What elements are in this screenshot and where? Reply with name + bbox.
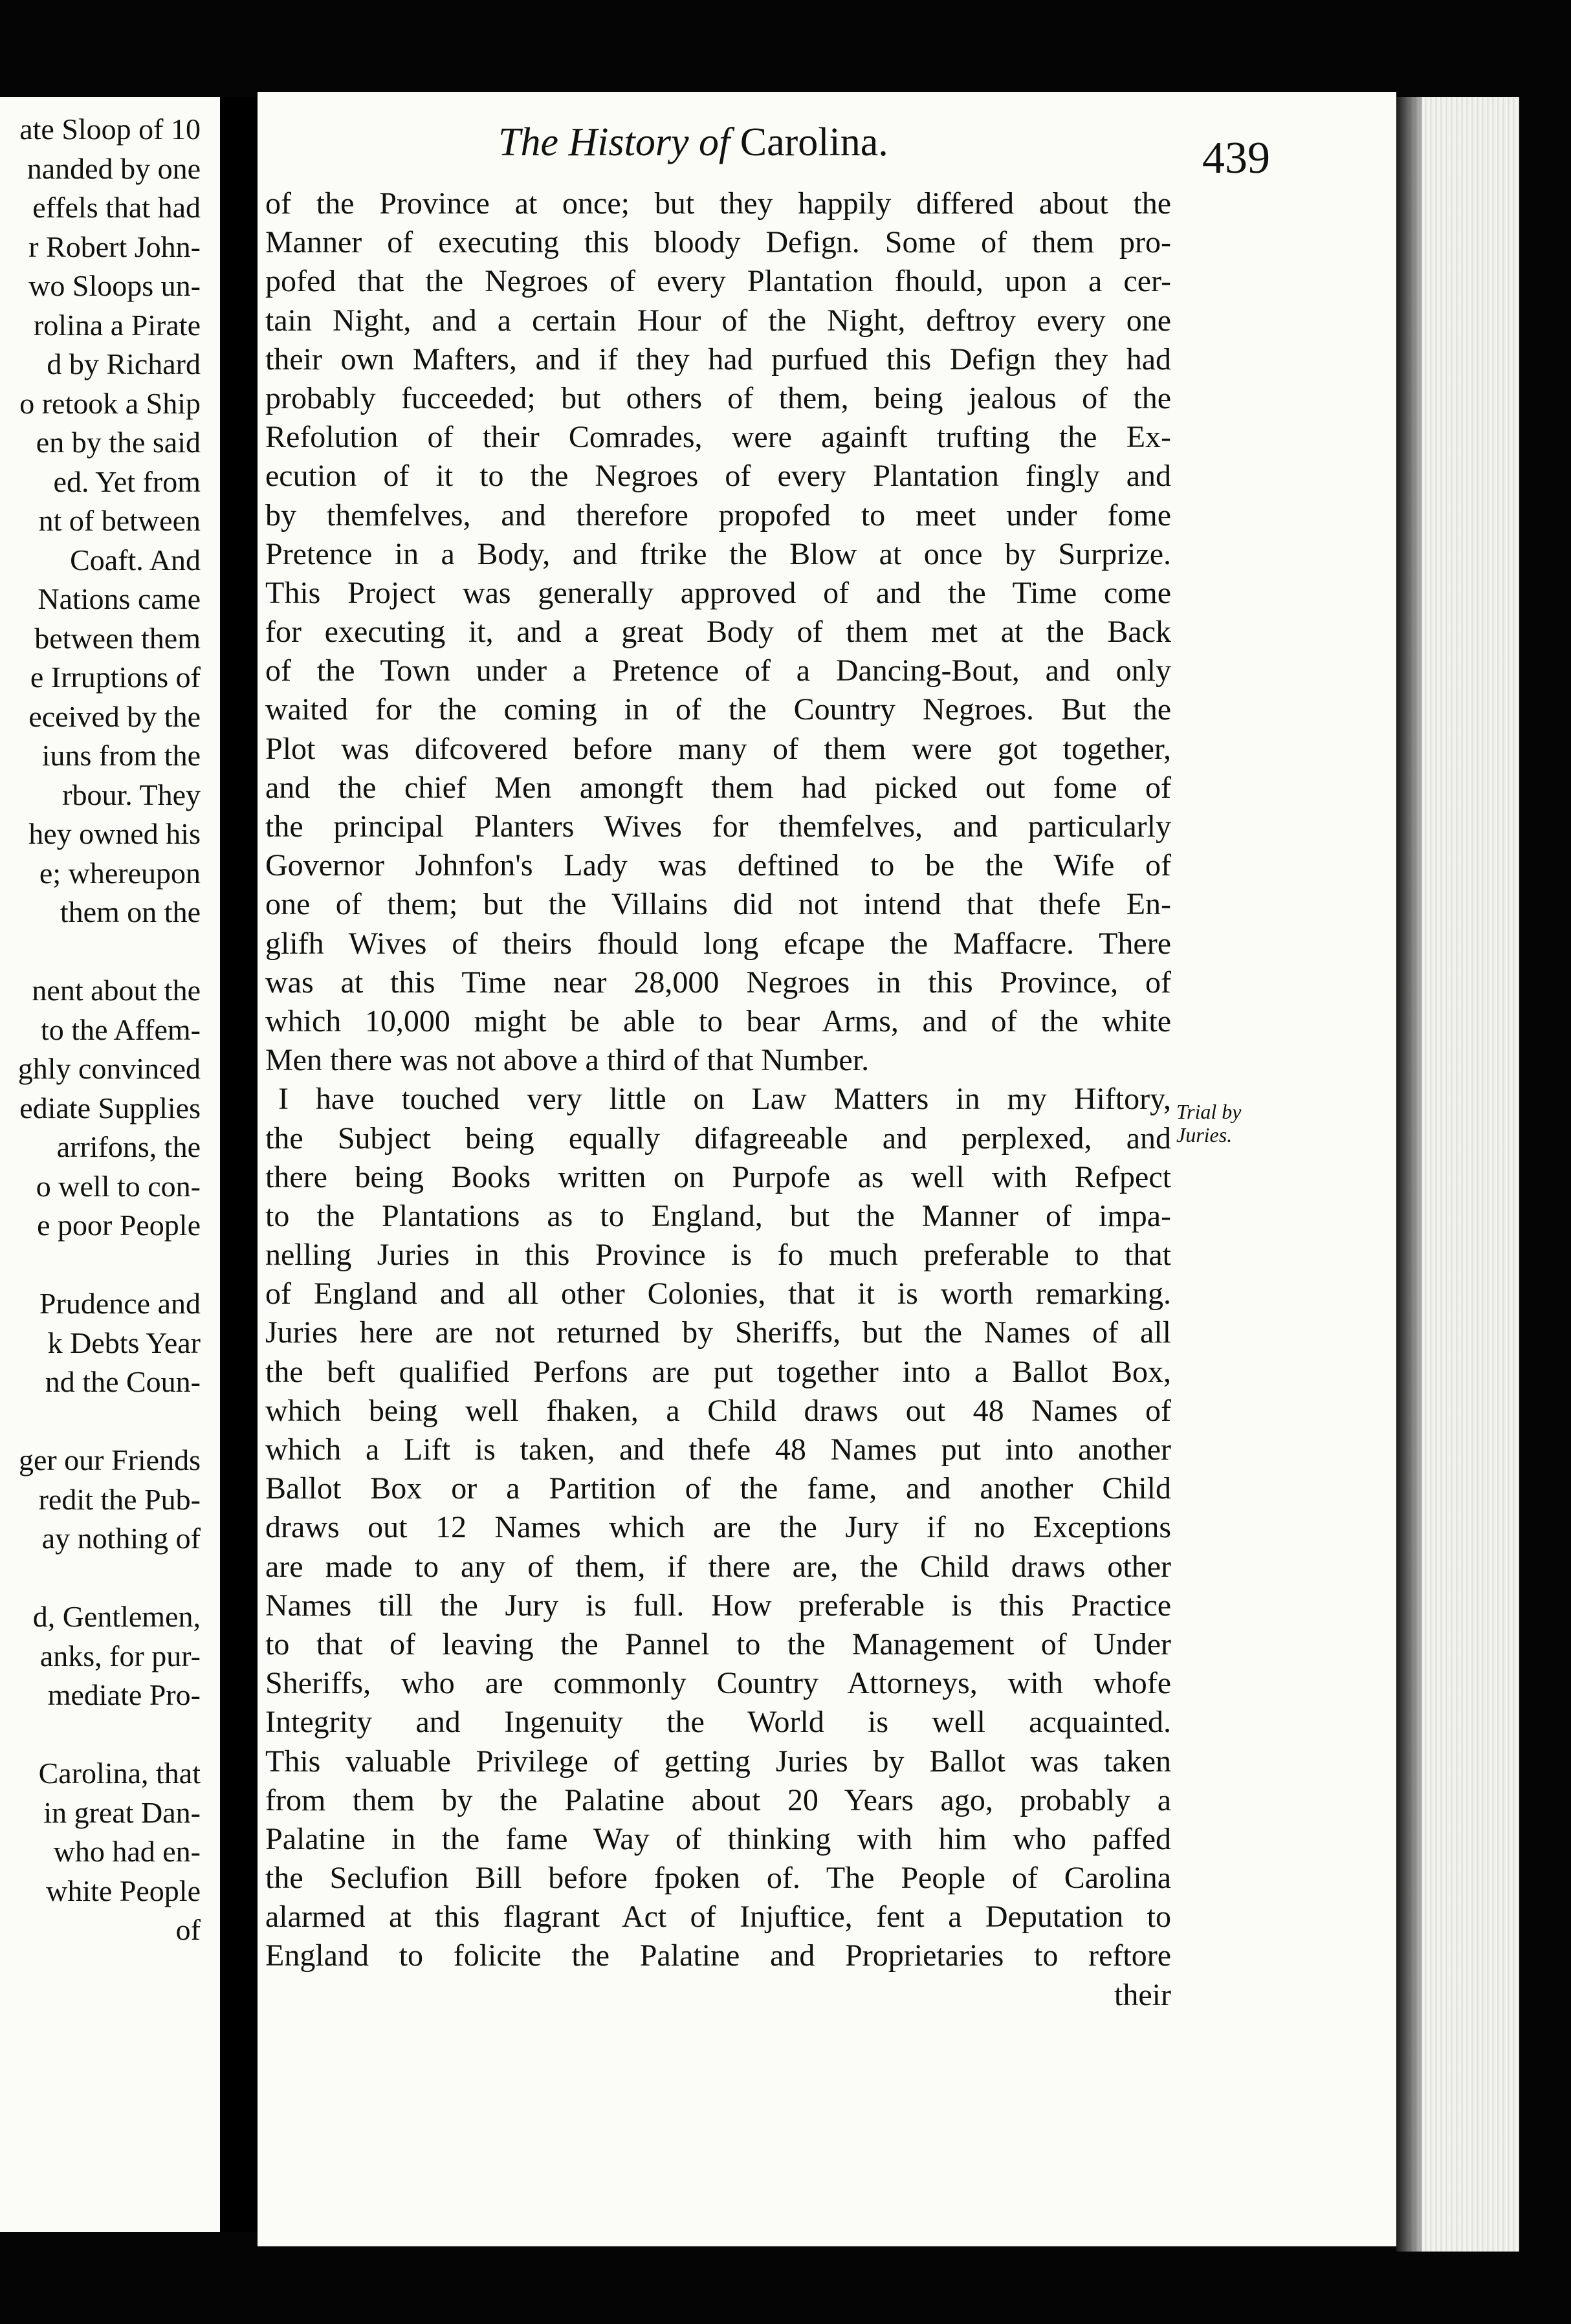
facing-page-line: mediate Pro- [47,1678,201,1711]
facing-page-line: en by the said [36,426,201,459]
text-line: which being well fhaken, a Child draws out 48 Names of [265,1393,1171,1428]
facing-page-line: o retook a Ship [19,386,201,420]
facing-page-line: ger our Friends [18,1443,201,1476]
text-line: which a Lift is taken, and thefe 48 Names put into another [265,1432,1171,1467]
facing-page-line: eceived by the [28,699,201,733]
text-line: alarmed at this flagrant Act of Injuftice, fent a Deputation to [265,1900,1171,1935]
text-line: Ballot Box or a Partition of the fame, and another Child [265,1471,1171,1506]
facing-page-line: Nations came [38,582,201,615]
facing-page-line: ghly convinced [17,1052,201,1085]
facing-page-line: nent about the [32,974,201,1007]
facing-page-line: white People [46,1874,201,1907]
running-head [498,120,888,166]
text-line: to that of leaving the Pannel to the Management of Under [265,1627,1171,1661]
facing-page-line: effels that had [32,191,201,224]
facing-page-line: nd the Coun- [45,1365,201,1398]
margin-note-line: Trial by [1176,1100,1242,1123]
text-line: are made to any of them, if there are, the Child draws other [265,1549,1171,1584]
text-line: the principal Planters Wives for themfelves, and particularly [265,809,1171,844]
text-line: This valuable Privilege of getting Juries by Ballot was taken [265,1744,1171,1779]
text-line: for executing it, and a great Body of them met at the Back [265,615,1171,650]
facing-page-line: hey owned his [28,817,201,850]
facing-page-line: e poor People [37,1209,201,1242]
text-line: waited for the coming in of the Country Negroes. But the [265,692,1171,727]
facing-page-line: between them [34,621,201,655]
text-line: was at this Time near 28,000 Negroes in this Province, of [265,965,1171,1000]
facing-page-line: them on the [60,895,201,928]
facing-page-line: redit the Pub- [38,1482,201,1516]
facing-page-line: anks, for pur- [39,1639,201,1672]
facing-page-line: ed. Yet from [53,465,201,498]
text-line: their [1114,1977,1171,2012]
facing-page-line: nt of between [38,504,201,537]
text-line: there being Books written on Purpofe as well with Refpect [265,1159,1171,1194]
margin-note-line: Juries. [1176,1123,1233,1146]
facing-page-line: iuns from the [41,739,201,772]
text-line: Juries here are not returned by Sheriffs, but the Names of all [265,1315,1171,1350]
running-head-italic: The History of [498,120,731,164]
facing-page-line: o well to con- [36,1169,201,1203]
facing-page-line: who had en- [53,1835,201,1868]
text-line: I have touched very little on Law Matters in my Hiftory, [278,1082,1171,1117]
text-line: the Seclufion Bill before fpoken of. The People of Carolina [265,1861,1171,1896]
text-line: Governor Johnfon's Lady was deftined to be the Wife of [265,848,1171,883]
facing-page-line: ate Sloop of 10 [19,113,201,146]
text-line: which 10,000 might be able to bear Arms, and of the white [265,1003,1171,1038]
facing-page-line: k Debts Year [47,1326,201,1359]
facing-page-line: of [175,1913,201,1946]
facing-page-line: rolina a Pirate [33,308,201,342]
text-line: of the Town under a Pretence of a Dancing-Bout, and only [265,653,1171,688]
facing-page-line: to the Affem- [41,1013,201,1046]
facing-page [0,97,220,2232]
text-line: pofed that the Negroes of every Plantation fhould, upon a cer- [265,264,1171,299]
text-line: nelling Juries in this Province is fo much preferable to that [265,1238,1171,1273]
facing-page-line: e; whereupon [39,856,201,890]
text-line: their own Mafters, and if they had purfued this Defign they had [265,342,1171,377]
text-line: from them by the Palatine about 20 Years ago, probably a [265,1782,1171,1817]
page-edge-shadow [1396,97,1422,2252]
text-line: tain Night, and a certain Hour of the Night, deftroy every one [265,303,1171,338]
text-line: the beft qualified Perfons are put together into a Ballot Box, [265,1354,1171,1389]
text-line: Manner of executing this bloody Defign. Some of them pro- [265,225,1171,260]
facing-page-line: Carolina, that [38,1757,201,1790]
facing-page-line: rbour. They [62,778,201,811]
facing-page-line: in great Dan- [43,1795,201,1829]
page-edges [1396,97,1519,2252]
facing-page-line: Prudence and [39,1287,201,1320]
body-text [265,184,1171,2015]
facing-page-line: e Irruptions of [30,661,201,694]
book-gutter [220,97,258,2232]
text-line: of the Province at once; but they happily differed about the [265,186,1171,221]
facing-page-line: arrifons, the [56,1130,201,1163]
text-line: one of them; but the Villains did not intend that thefe En- [265,887,1171,922]
text-line: and the chief Men amongft them had picked out fome of [265,770,1171,805]
text-line: Pretence in a Body, and ftrike the Blow at once by Surprize. [265,536,1171,571]
text-line: glifh Wives of theirs fhould long efcape the Maffacre. There [265,926,1171,961]
facing-page-line: nanded by one [27,151,201,185]
facing-page-line: Coaft. And [70,543,201,576]
text-line: Palatine in the fame Way of thinking with him who paffed [265,1821,1171,1856]
text-line: of England and all other Colonies, that it is worth remarking. [265,1277,1171,1311]
text-line: the Subject being equally difagreeable and perplexed, and [265,1121,1171,1156]
running-head-roman: Carolina. [740,120,888,164]
text-line: Sheriffs, who are commonly Country Attorneys, with whofe [265,1666,1171,1701]
text-line: Integrity and Ingenuity the World is well acquainted. [265,1705,1171,1740]
facing-page-line: d by Richard [47,347,201,380]
facing-page-line: d, Gentlemen, [32,1600,201,1633]
margin-note [1176,1100,1241,1146]
text-line: by themfelves, and therefore propofed to meet under fome [265,498,1171,532]
text-line: Men there was not above a third of that Number. [265,1043,870,1078]
facing-page-line: ay nothing of [41,1522,201,1555]
text-line: Refolution of their Comrades, were againft trufting the Ex- [265,420,1171,455]
page-number: 439 [1202,133,1270,183]
facing-page-line: r Robert John- [28,230,201,263]
text-line: ecution of it to the Negroes of every Plantation fingly and [265,459,1171,494]
text-line: England to folicite the Palatine and Proprietaries to reftore [265,1938,1171,1973]
text-line: This Project was generally approved of and the Time come [265,575,1171,610]
facing-page-line: wo Sloops un- [28,269,201,302]
text-line: draws out 12 Names which are the Jury if no Exceptions [265,1510,1171,1545]
text-line: Names till the Jury is full. How preferable is this Practice [265,1588,1171,1623]
facing-page-line: ediate Supplies [19,1091,201,1124]
text-line: to the Plantations as to England, but the Manner of impa- [265,1198,1171,1233]
text-line: Plot was difcovered before many of them were got together, [265,731,1171,766]
text-line: probably fucceeded; but others of them, being jealous of the [265,380,1171,415]
